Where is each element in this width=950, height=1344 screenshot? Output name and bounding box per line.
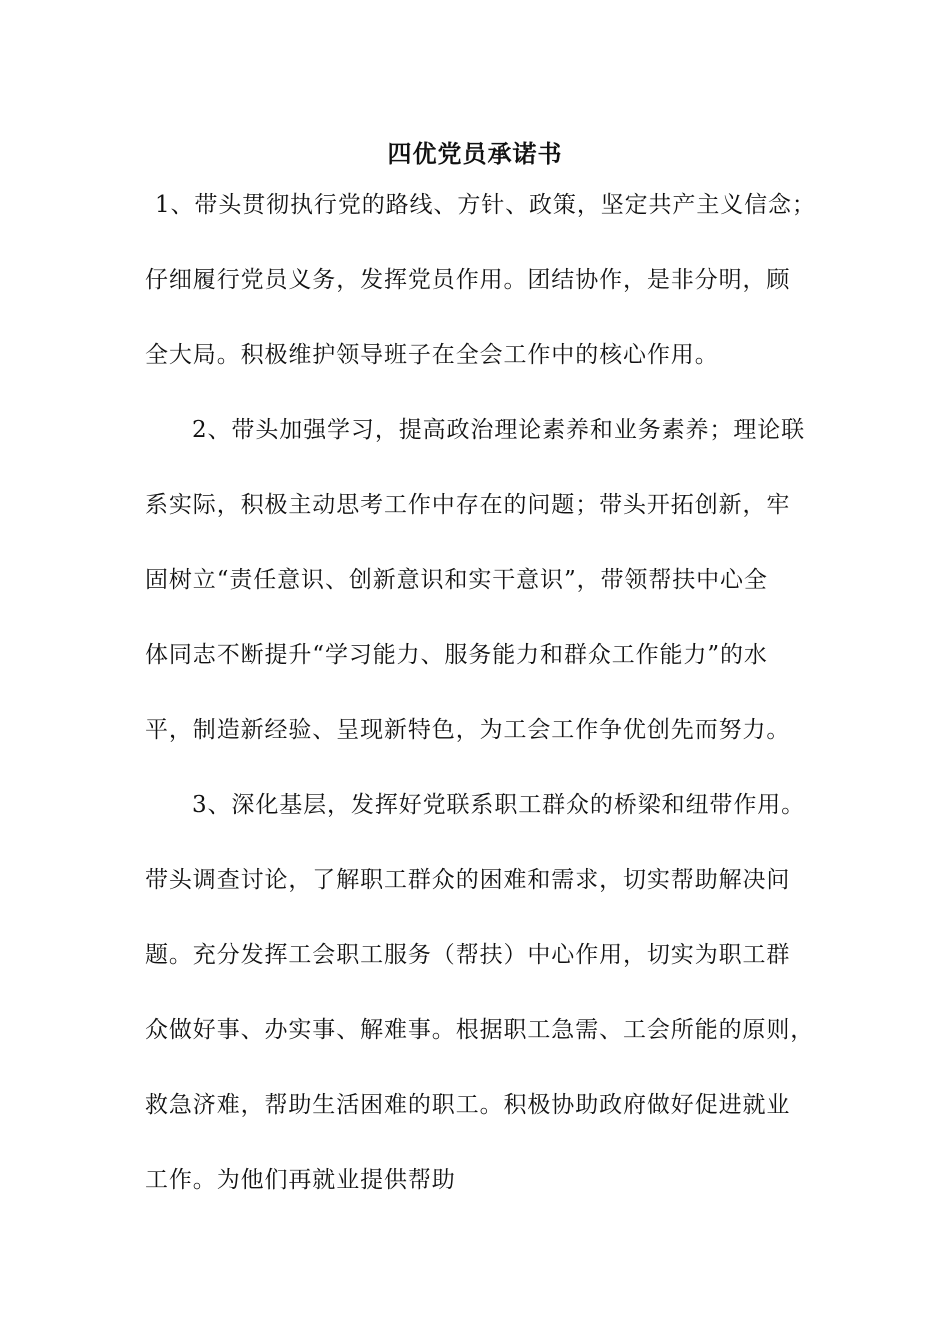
text-line: 题。充分发挥工会职工服务（帮扶）中心作用，切实为职工群 <box>145 942 791 968</box>
text-line: 体同志不断提升“学习能力、服务能力和群众工作能力”的水 <box>145 642 768 668</box>
document-title: 四优党员承诺书 <box>387 140 563 168</box>
text-line: 全大局。积极维护领导班子在全会工作中的核心作用。 <box>145 342 719 368</box>
text-line: 众做好事、办实事、解难事。根据职工急需、工会所能的原则， <box>145 1017 815 1043</box>
text-line: 1、带头贯彻执行党的路线、方针、政策，坚定共产主义信念； <box>155 192 816 218</box>
text-line: 工作。为他们再就业提供帮助 <box>145 1167 456 1193</box>
text-line: 仔细履行党员义务，发挥党员作用。团结协作，是非分明，顾 <box>145 267 791 293</box>
text-line: 2、带头加强学习，提高政治理论素养和业务素养；理论联 <box>192 417 806 443</box>
text-line: 平，制造新经验、呈现新特色，为工会工作争优创先而努力。 <box>145 717 791 743</box>
text-line: 3、深化基层，发挥好党联系职工群众的桥梁和纽带作用。 <box>192 792 806 818</box>
text-line: 带头调查讨论，了解职工群众的困难和需求，切实帮助解决问 <box>145 867 791 893</box>
text-line: 固树立“责任意识、创新意识和实干意识”，带领帮扶中心全 <box>145 567 768 593</box>
text-line: 救急济难，帮助生活困难的职工。积极协助政府做好促进就业 <box>145 1092 791 1118</box>
text-line: 系实际，积极主动思考工作中存在的问题；带头开拓创新，牢 <box>145 492 791 518</box>
